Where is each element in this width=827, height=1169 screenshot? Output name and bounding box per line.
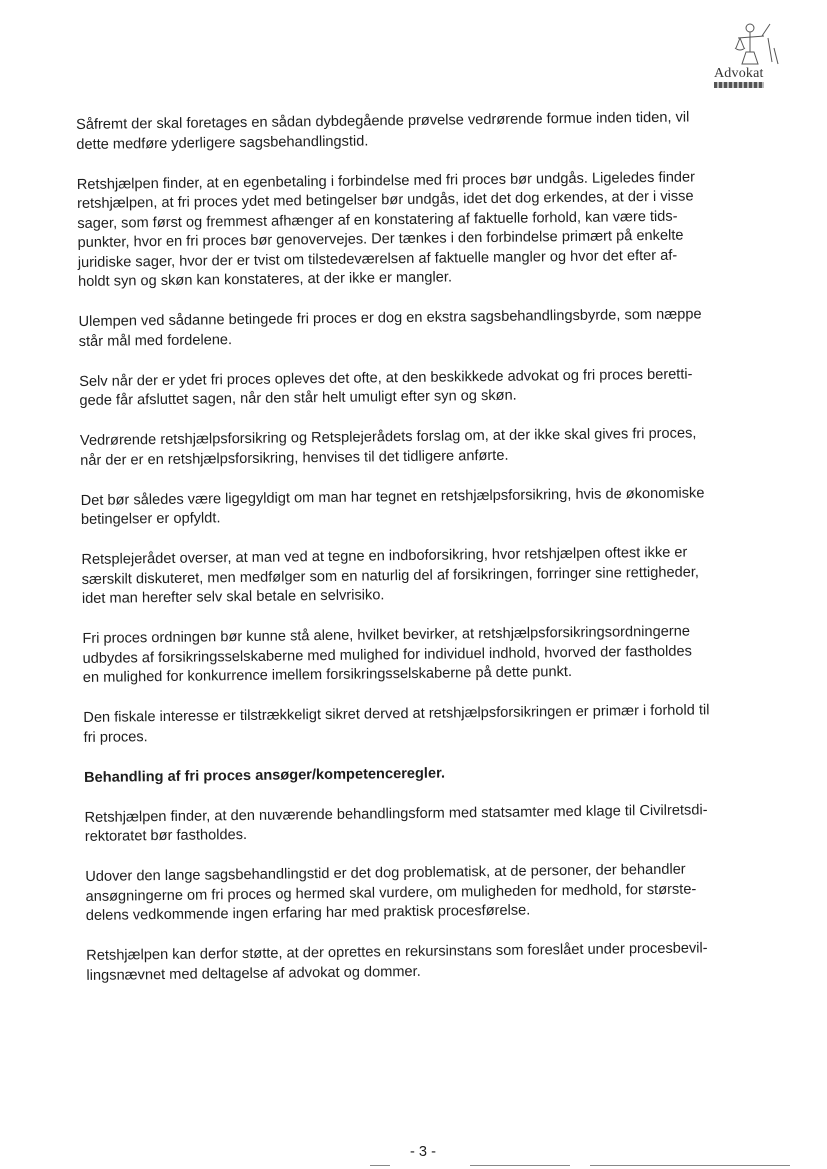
page-number: - 3 - (410, 1144, 436, 1160)
advokat-logo (712, 18, 784, 90)
paragraph: Retshjælpen kan derfor støtte, at der oprettes en rekursinstans som foreslået under procesbevil- lingsnævnet med deltagelse af advokat og dommer. (86, 940, 708, 984)
paragraph: Det bør således være ligegyldigt om man har tegnet en retshjælpsforsikring, hvis de økonomiske betingelser er opfyldt. (80, 484, 705, 528)
paragraph: Retshjælpen finder, at den nuværende behandlingsform med statsamter med klage til Civilretsdi- rektoratet bør fastholdes. (84, 801, 708, 845)
paragraph: Retshjælpen finder, at en egenbetaling i forbindelse med fri proces bør undgås. Ligeledes finder retshjælpen, at fri proces ydet med betingelser bør undgås, idet det dog erkendes, at der i visse sager, som først og fremmest afhænger af en konstatering af faktuelle forhold, kan være tids- punkter, hvor en fri proces bør genovervejes. Der tænkes i den forbindelse primært på enkelte juridiske sager, hvor der er tvist om tilstedeværelsen af faktuelle mangler og hvor det efter af- holdt syn og skøn kan konstateres, at der ikke er mangler. (76, 168, 696, 290)
paragraph: Ulempen ved sådanne betingede fri proces er dog en ekstra sagsbehandlingsbyrde, som næppe står mål med fordelene. (78, 306, 702, 350)
paragraph: Udover den lange sagsbehandlingstid er det dog problematisk, at de personer, der behandler ansøgningerne om fri proces og hermed skal vurdere, om muligheden for medhold, for største- delens vedkommende ingen erfaring har med praktisk procesførelse. (85, 861, 697, 924)
paragraph: Selv når der er ydet fri proces opleves det ofte, at den beskikkede advokat og fri proces beretti- gede får afsluttet sagen, når den står helt umuligt efter syn og skøn. (79, 365, 693, 409)
paragraph: Vedrørende retshjælpsforsikring og Retsplejerådets forslag om, at der ikke skal gives fri proces, når der er en retshjælpsforsikring, henvises til det tidligere anførte. (79, 425, 697, 469)
section-heading: Behandling af fri proces ansøger/kompetenceregler. (83, 765, 446, 786)
scan-artifact (590, 1165, 790, 1166)
justice-figure-icon (712, 18, 784, 68)
paragraph: Den fiskale interesse er tilstrækkeligt sikret derved at retshjælpsforsikringen er primær i forhold til fri proces. (83, 702, 710, 746)
paragraph: Fri proces ordningen bør kunne stå alene, hvilket bevirker, at retshjælpsforsikringsordningerne udbydes af forsikringsselskaberne med mulighed for individuel indhold, hvorved der fastholdes en mulighed for konkurrence imellem forsikringsselskaberne på dette punkt. (82, 623, 692, 686)
scan-artifact (370, 1165, 390, 1166)
logo-text: Advokat (714, 66, 764, 81)
letter-body (76, 108, 777, 1007)
paragraph: Retsplejerådet overser, at man ved at tegne en indboforsikring, hvor retshjælpen oftest ikke er særskilt diskuteret, men medfølger som en naturlig del af forsikringen, forringer sine rettigheder, idet man herefter selv skal betale en selvrisiko. (81, 544, 699, 607)
scan-artifact (470, 1165, 570, 1166)
logo-band (714, 82, 764, 88)
paragraph: Såfremt der skal foretages en sådan dybdegående prøvelse vedrørende formue inden tiden, vil dette medføre yderligere sagsbehandlingstid. (76, 109, 690, 153)
